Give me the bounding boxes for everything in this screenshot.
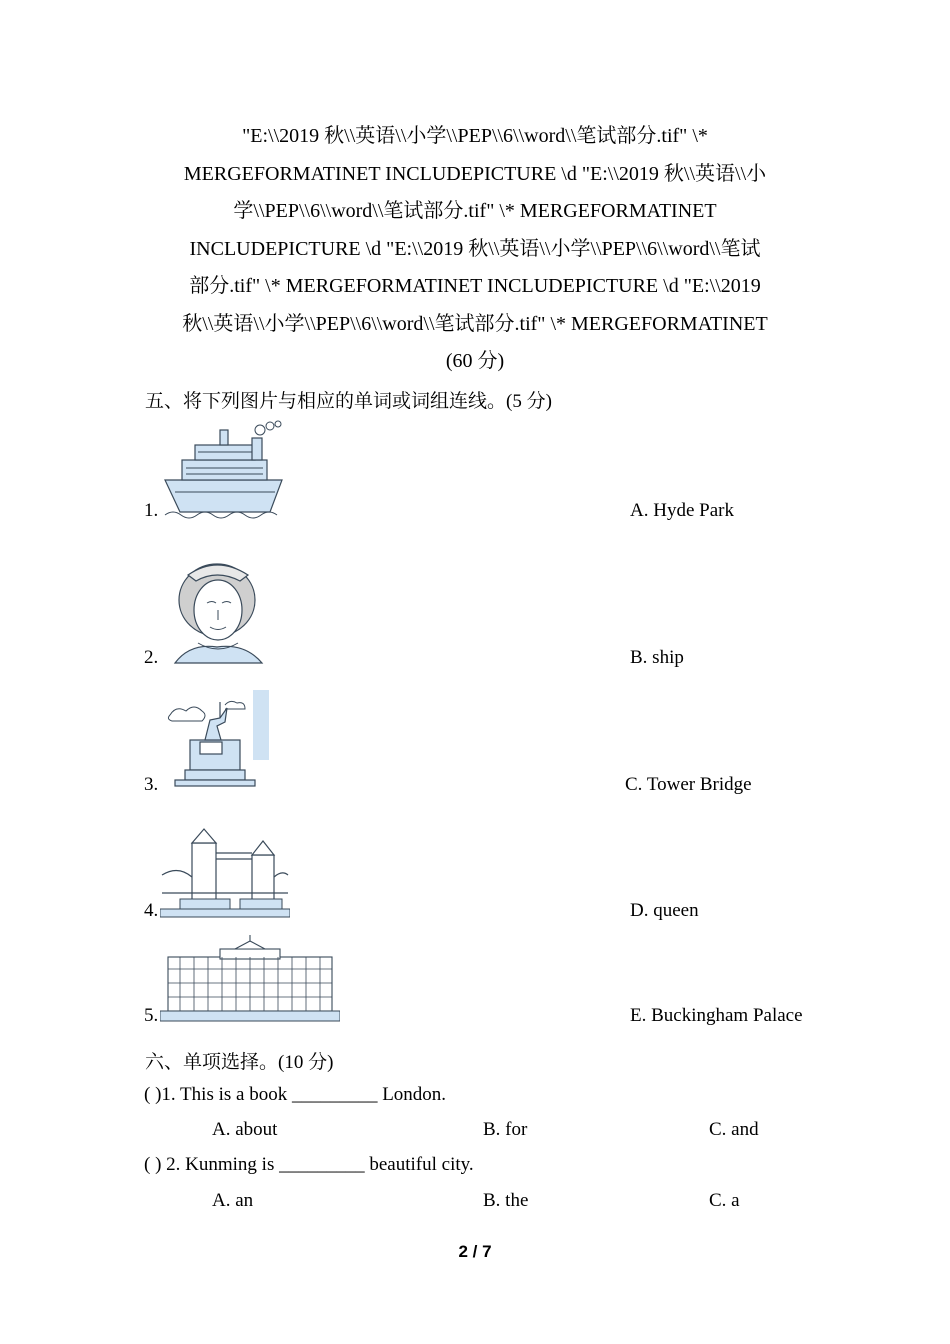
statue-illustration (165, 690, 269, 788)
item-number: 2. (144, 647, 159, 668)
match-option-b: B. ship (630, 647, 684, 668)
item-number: 1. (144, 500, 159, 521)
header-line: MERGEFORMATINET INCLUDEPICTURE \d "E:\\2019 秋\\英语\\小 (183, 162, 767, 185)
ship-illustration (160, 420, 295, 520)
question-2-stem: ( ) 2. Kunming is _________ beautiful city. (144, 1154, 474, 1175)
q2-choice-c: C. a (709, 1190, 740, 1211)
header-line: 学\\PEP\\6\\word\\笔试部分.tif" \* MERGEFORMATINET (233, 200, 717, 222)
queen-illustration (170, 555, 265, 665)
page-number: 2 / 7 (458, 1242, 492, 1261)
header-score: (60 分) (445, 350, 505, 372)
q1-choice-a: A. about (212, 1119, 278, 1140)
q2-choice-a: A. an (212, 1190, 254, 1211)
palace-illustration (160, 935, 340, 1023)
header-line: "E:\\2019 秋\\英语\\小学\\PEP\\6\\word\\笔试部分.tif" \* (242, 125, 708, 147)
section5-title: 五、将下列图片与相应的单词或词组连线。(5 分) (145, 391, 552, 412)
match-option-a: A. Hyde Park (630, 500, 734, 521)
question-1-stem: ( )1. This is a book _________ London. (144, 1084, 447, 1105)
section6-title: 六、单项选择。(10 分) (145, 1052, 334, 1073)
header-line: INCLUDEPICTURE \d "E:\\2019 秋\\英语\\小学\\PEP\\6\\word\\笔试 (189, 237, 761, 260)
q1-choice-c: C. and (709, 1119, 759, 1140)
header-line: 部分.tif" \* MERGEFORMATINET INCLUDEPICTURE \d "E:\\2019 (189, 275, 761, 297)
q2-choice-b: B. the (483, 1190, 529, 1211)
match-option-c: C. Tower Bridge (625, 774, 752, 795)
item-number: 3. (144, 774, 159, 795)
tower-bridge-illustration (160, 825, 290, 920)
item-number: 4. (144, 900, 159, 921)
q1-choice-b: B. for (483, 1119, 528, 1140)
header-line: 秋\\英语\\小学\\PEP\\6\\word\\笔试部分.tif" \* MERGEFORMATINET (182, 312, 768, 335)
header-text-block (140, 118, 810, 381)
match-option-e: E. Buckingham Palace (630, 1005, 803, 1026)
match-option-d: D. queen (630, 900, 699, 921)
item-number: 5. (144, 1005, 159, 1026)
